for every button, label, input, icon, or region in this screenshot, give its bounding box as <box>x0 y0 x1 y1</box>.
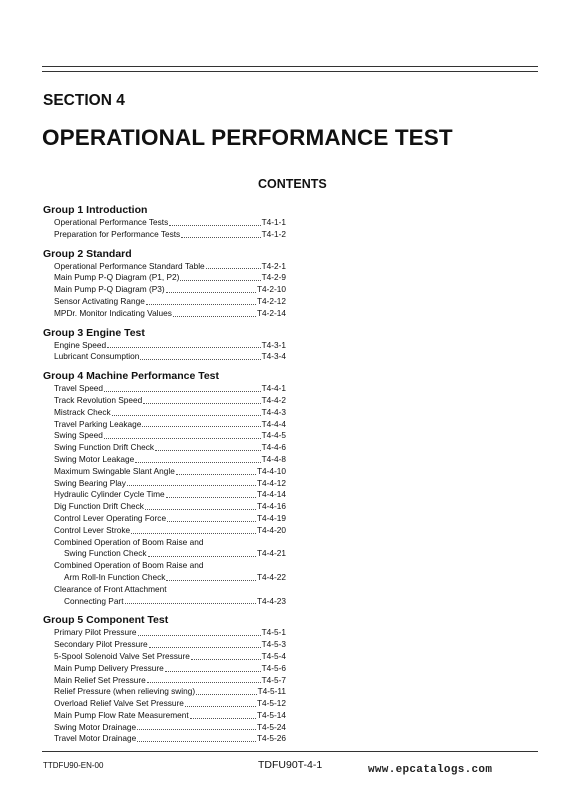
dot-leader <box>166 497 256 498</box>
toc-entry <box>43 351 286 363</box>
dot-leader <box>104 438 261 439</box>
dot-leader <box>135 462 260 463</box>
toc-entry-label: Hydraulic Cylinder Cycle Time <box>54 489 165 500</box>
toc-entry-label: Maximum Swingable Slant Angle <box>54 465 175 476</box>
toc-entry-page: T4-4-19 <box>256 512 286 523</box>
toc-entry <box>43 229 286 241</box>
toc-entry-page: T4-2-10 <box>256 284 286 295</box>
dot-leader <box>148 556 256 557</box>
toc-entry-label: Swing Function Check <box>64 548 147 559</box>
toc-entry-page: T4-4-3 <box>261 406 286 417</box>
toc-entry <box>43 639 286 651</box>
dot-leader <box>127 485 256 486</box>
toc-entry-label: Sensor Activating Range <box>54 295 145 306</box>
toc-entry <box>43 383 286 395</box>
toc-entry-page: T4-5-7 <box>261 674 286 685</box>
toc-entry <box>43 466 286 478</box>
toc-entry-page: T4-1-1 <box>261 217 286 227</box>
toc-entry-label: Travel Speed <box>54 383 104 394</box>
dot-leader <box>180 280 260 281</box>
dot-leader <box>190 718 256 719</box>
toc-entry-page: T4-4-14 <box>256 489 286 500</box>
toc-entry <box>43 710 286 722</box>
toc-entry-label: Mistrack Check <box>54 406 111 417</box>
dot-leader <box>176 474 256 475</box>
toc-entry <box>43 663 286 675</box>
toc-entry-label: Operational Performance Standard Table <box>54 260 205 271</box>
toc-entry-label: Main Pump P-Q Diagram (P3) <box>54 284 165 295</box>
dot-leader <box>149 647 261 648</box>
toc-entry-label: Preparation for Performance Tests <box>54 228 181 239</box>
toc-entry-label: Track Revolution Speed <box>54 394 143 405</box>
section-label: SECTION 4 <box>43 92 125 109</box>
toc-entry-page: T4-2-9 <box>261 272 286 283</box>
footer-document-code: TTDFU90-EN-00 <box>43 761 104 770</box>
toc-entry-page: T4-4-22 <box>256 571 286 582</box>
toc-entry-label: Control Lever Operating Force <box>54 512 167 523</box>
table-of-contents <box>43 203 286 745</box>
toc-entry-label: Main Pump P-Q Diagram (P1, P2) <box>54 272 180 283</box>
dot-leader <box>166 580 255 581</box>
toc-entry-label: 5-Spool Solenoid Valve Set Pressure <box>54 650 190 661</box>
toc-entry <box>43 572 286 584</box>
toc-entry-label: Overload Relief Valve Set Pressure <box>54 698 184 709</box>
toc-entry-first-line: Combined Operation of Boom Raise and <box>54 560 204 571</box>
toc-entry <box>43 296 286 308</box>
toc-entry <box>43 675 286 687</box>
toc-entry-page: T4-5-11 <box>257 686 286 697</box>
toc-entry-first-line: Combined Operation of Boom Raise and <box>54 536 204 547</box>
dot-leader <box>169 225 260 226</box>
toc-entry-label: MPDr. Monitor Indicating Values <box>54 307 172 318</box>
toc-entry-page: T4-4-16 <box>256 501 286 512</box>
toc-entry-page: T4-3-4 <box>261 351 286 362</box>
dot-leader <box>191 659 261 660</box>
toc-group-title: Group 3 Engine Test <box>43 326 145 339</box>
toc-entry-page: T4-4-20 <box>256 524 286 535</box>
dot-leader <box>140 359 260 360</box>
toc-entry-page: T4-5-24 <box>256 721 286 732</box>
toc-entry-page: T4-2-1 <box>261 260 286 271</box>
toc-entry <box>43 217 286 229</box>
toc-entry-page: T4-4-1 <box>261 383 286 394</box>
toc-entry-label: Connecting Part <box>64 595 124 606</box>
toc-entry <box>43 272 286 284</box>
toc-entry-first-line: Clearance of Front Attachment <box>54 583 167 594</box>
toc-entry <box>43 340 286 352</box>
toc-entry-page: T4-1-2 <box>261 228 286 239</box>
dot-leader <box>143 403 260 404</box>
toc-entry-label: Operational Performance Tests <box>54 217 169 227</box>
dot-leader <box>147 682 261 683</box>
toc-entry <box>43 733 286 745</box>
toc-entry-label: Main Pump Delivery Pressure <box>54 662 164 673</box>
dot-leader <box>112 415 261 416</box>
dot-leader <box>146 304 256 305</box>
toc-entry-page: T4-3-1 <box>261 339 286 350</box>
toc-entry <box>43 651 286 663</box>
toc-entry-label: Dig Function Drift Check <box>54 501 144 512</box>
toc-entry <box>43 698 286 710</box>
toc-group-title: Group 2 Standard <box>43 247 132 260</box>
toc-entry <box>43 308 286 320</box>
toc-entry-label: Arm Roll-In Function Check <box>64 571 166 582</box>
toc-entry-page: T4-2-12 <box>256 295 286 306</box>
toc-entry-page: T4-4-2 <box>261 394 286 405</box>
dot-leader <box>166 292 256 293</box>
toc-entry-label: Swing Bearing Play <box>54 477 126 488</box>
toc-entry-page: T4-4-12 <box>256 477 286 488</box>
toc-entry-label: Engine Speed <box>54 339 107 350</box>
dot-leader <box>137 741 256 742</box>
toc-entry <box>43 513 286 525</box>
watermark: www.epcatalogs.com <box>368 764 493 776</box>
toc-group <box>43 613 286 745</box>
toc-entry <box>43 548 286 560</box>
toc-entry-label: Relief Pressure (when relieving swing) <box>54 686 196 697</box>
page-title: OPERATIONAL PERFORMANCE TEST <box>42 125 453 150</box>
footer-rule <box>42 751 538 752</box>
toc-group-title: Group 5 Component Test <box>43 614 169 627</box>
toc-entry <box>43 627 286 639</box>
toc-entry-page: T4-5-26 <box>256 733 286 744</box>
toc-entry-label: Secondary Pilot Pressure <box>54 639 148 650</box>
dot-leader <box>165 671 261 672</box>
toc-entry-page: T4-4-5 <box>261 430 286 441</box>
dot-leader <box>206 268 261 269</box>
toc-entry <box>43 261 286 273</box>
header-rule-bottom <box>42 71 538 72</box>
toc-entry-page: T4-4-6 <box>261 442 286 453</box>
toc-entry <box>43 407 286 419</box>
toc-group <box>43 203 286 241</box>
toc-entry-page: T4-5-3 <box>261 639 286 650</box>
toc-group-title: Group 1 Introduction <box>43 204 148 216</box>
toc-entry-page: T4-5-4 <box>261 650 286 661</box>
toc-entry-page: T4-5-6 <box>261 662 286 673</box>
toc-entry <box>43 419 286 431</box>
toc-entry-label: Travel Parking Leakage <box>54 418 142 429</box>
dot-leader <box>137 729 256 730</box>
toc-entry-label: Main Pump Flow Rate Measurement <box>54 709 189 720</box>
dot-leader <box>125 603 256 604</box>
toc-entry-label: Main Relief Set Pressure <box>54 674 146 685</box>
toc-entry-label: Swing Speed <box>54 430 103 441</box>
dot-leader <box>142 426 260 427</box>
dot-leader <box>185 706 256 707</box>
toc-entry <box>43 501 286 513</box>
toc-entry <box>43 596 286 608</box>
toc-entry-page: T4-4-23 <box>256 595 286 606</box>
toc-entry-page: T4-4-21 <box>256 548 286 559</box>
header-rule-top <box>42 66 538 67</box>
toc-entry <box>43 430 286 442</box>
toc-entry <box>43 489 286 501</box>
toc-entry-page: T4-4-8 <box>261 453 286 464</box>
dot-leader <box>107 347 260 348</box>
toc-group-title: Group 4 Machine Performance Test <box>43 370 220 383</box>
toc-group <box>43 247 286 320</box>
footer-page-number: TDFU90T-4-1 <box>258 759 323 771</box>
dot-leader <box>196 694 256 695</box>
toc-entry-page: T4-2-14 <box>256 307 286 318</box>
toc-entry <box>43 395 286 407</box>
toc-entry-page: T4-4-4 <box>261 418 286 429</box>
dot-leader <box>167 521 256 522</box>
toc-group <box>43 369 286 607</box>
dot-leader <box>131 533 256 534</box>
dot-leader <box>104 391 261 392</box>
dot-leader <box>138 635 261 636</box>
dot-leader <box>173 316 256 317</box>
toc-entry <box>43 722 286 734</box>
toc-entry <box>43 686 286 698</box>
toc-entry-label: Primary Pilot Pressure <box>54 627 137 638</box>
toc-entry-label: Lubricant Consumption <box>54 351 140 362</box>
contents-heading: CONTENTS <box>258 177 327 191</box>
dot-leader <box>145 509 256 510</box>
dot-leader <box>155 450 261 451</box>
toc-group <box>43 326 286 364</box>
toc-entry-page: T4-5-1 <box>261 627 286 638</box>
dot-leader <box>181 237 260 238</box>
toc-entry-page: T4-4-10 <box>256 465 286 476</box>
toc-entry-page: T4-5-14 <box>256 709 286 720</box>
toc-entry-label: Swing Motor Drainage <box>54 721 137 732</box>
toc-entry-label: Travel Motor Drainage <box>54 733 137 744</box>
toc-entry-label: Control Lever Stroke <box>54 524 131 535</box>
toc-entry <box>43 284 286 296</box>
toc-entry <box>43 478 286 490</box>
toc-entry <box>43 442 286 454</box>
toc-entry-label: Swing Motor Leakage <box>54 453 135 464</box>
toc-entry-page: T4-5-12 <box>256 698 286 709</box>
toc-entry <box>43 454 286 466</box>
toc-entry-label: Swing Function Drift Check <box>54 442 155 453</box>
toc-entry <box>43 525 286 537</box>
